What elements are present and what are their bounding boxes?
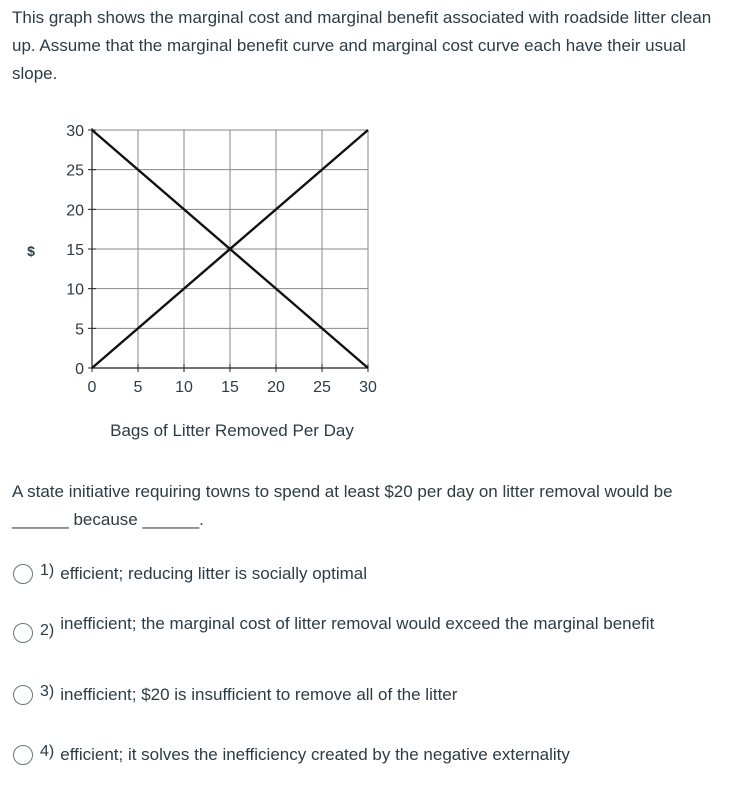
y-tick-label: 30 <box>66 123 84 140</box>
x-axis-label: Bags of Litter Removed Per Day <box>110 421 354 440</box>
answer-text: inefficient; $20 is insufficient to remove all of the litter <box>60 685 458 704</box>
x-tick-label: 15 <box>221 379 239 396</box>
question-text: A state initiative requiring towns to spend at least $20 per day on litter removal would be ______ because ______. <box>12 482 673 529</box>
answer-number: 2) <box>40 622 55 639</box>
y-tick-label: 20 <box>66 202 84 220</box>
radio-button[interactable] <box>13 685 33 705</box>
answer-option-3[interactable] <box>13 683 700 707</box>
answer-text: efficient; reducing litter is socially optimal <box>60 564 367 583</box>
answer-option-1[interactable] <box>13 562 700 586</box>
answer-option-2[interactable] <box>13 612 700 643</box>
answer-number: 4) <box>40 743 55 760</box>
radio-button[interactable] <box>13 564 33 584</box>
radio-button[interactable] <box>13 745 33 765</box>
y-tick-label: 5 <box>75 321 84 339</box>
answer-number: 3) <box>40 683 55 700</box>
y-axis-label: $ <box>27 243 35 259</box>
answer-number: 1) <box>40 562 55 579</box>
mc-mb-chart <box>0 110 420 450</box>
x-tick-label: 5 <box>133 379 143 396</box>
x-tick-label: 10 <box>175 379 193 396</box>
x-tick-label: 25 <box>313 379 331 396</box>
y-tick-label: 0 <box>75 361 84 378</box>
x-tick-label: 30 <box>359 379 377 396</box>
y-tick-label: 10 <box>66 281 84 299</box>
answer-text: efficient; it solves the inefficiency created by the negative externality <box>60 745 570 764</box>
x-tick-label: 20 <box>267 379 285 396</box>
question-intro: This graph shows the marginal cost and marginal benefit associated with roadside litter clean up. Assume that the marginal benefit curve and marginal cost curve each have their usual slope. <box>12 8 712 83</box>
y-tick-label: 25 <box>66 162 84 180</box>
answer-option-4[interactable] <box>13 743 700 767</box>
y-tick-label: 15 <box>66 242 84 259</box>
radio-button[interactable] <box>13 623 33 643</box>
x-tick-label: 0 <box>87 379 97 396</box>
answer-text: inefficient; the marginal cost of litter removal would exceed the marginal benefit <box>60 614 655 633</box>
